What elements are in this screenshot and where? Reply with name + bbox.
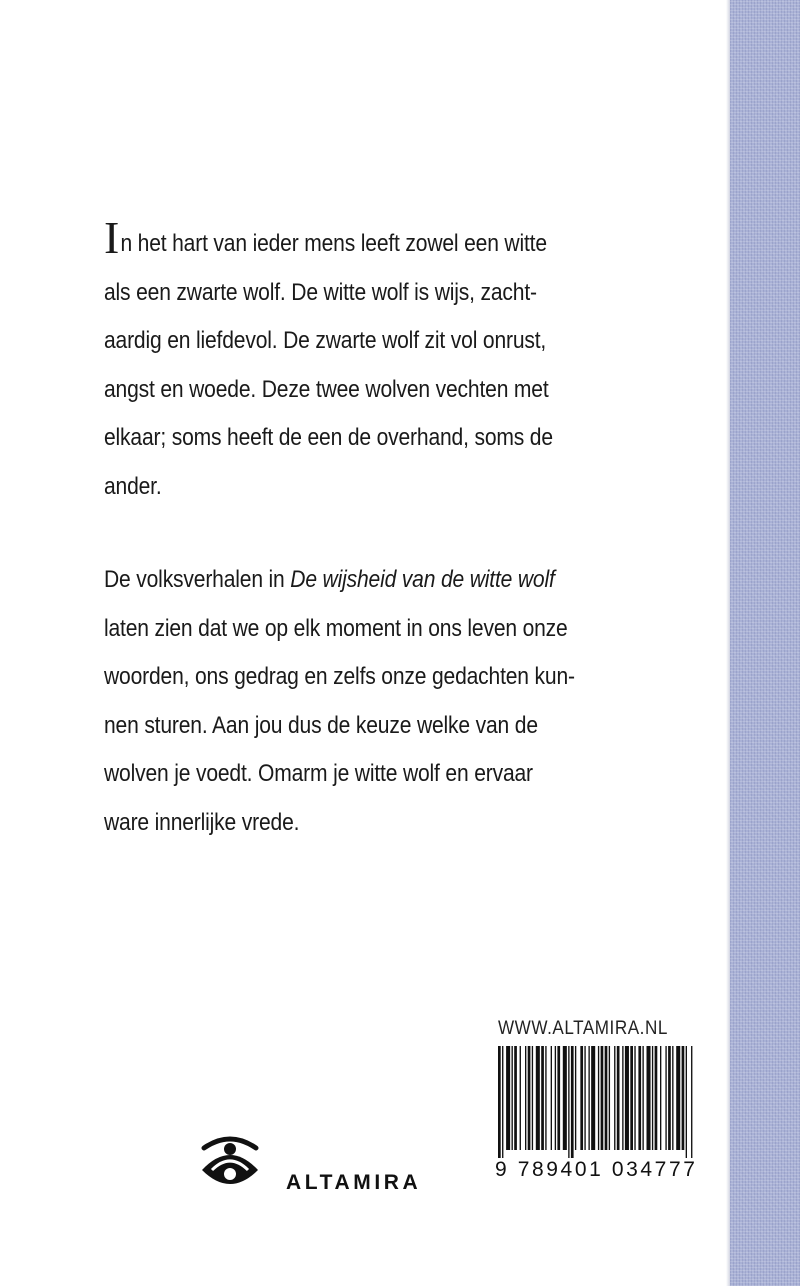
blurb-line: ware innerlijke vrede.: [104, 808, 300, 836]
barcode-bar: [634, 1046, 635, 1150]
barcode-bar: [609, 1046, 610, 1150]
barcode-bar: [532, 1046, 533, 1150]
publisher-name: ALTAMIRA: [286, 1171, 422, 1194]
blurb-line: wolven je voedt. Omarm je witte wolf en ervaar: [104, 760, 533, 787]
barcode-bar: [568, 1046, 569, 1158]
barcode-bar: [686, 1046, 687, 1158]
barcode-bar: [605, 1046, 608, 1150]
barcode-bar: [676, 1046, 680, 1150]
blurb-line: aardig en liefdevol. De zwarte wolf zit vol onrust,: [104, 327, 547, 354]
blurb-line: nen sturen. Aan jou dus de keuze welke van de: [104, 711, 538, 739]
barcode-bar: [660, 1046, 661, 1150]
barcode-bar: [614, 1046, 615, 1150]
blurb-paragraph-2: [104, 556, 573, 847]
barcode-bar: [668, 1046, 671, 1150]
barcode-bar: [630, 1046, 633, 1150]
barcode-bar: [520, 1046, 521, 1150]
book-title-italic: De wijsheid van de witte wolf: [290, 566, 555, 593]
barcode-bar: [691, 1046, 692, 1158]
barcode-bar: [655, 1046, 658, 1150]
barcode-bar: [598, 1046, 599, 1150]
barcode-bar: [588, 1046, 589, 1150]
blurb-line: elkaar; soms heeft de een de overhand, soms de: [104, 424, 553, 451]
barcode-bar: [601, 1046, 604, 1150]
drop-cap: I: [104, 212, 120, 263]
blurb-line: [104, 556, 637, 605]
publisher-url[interactable]: WWW.ALTAMIRA.NL: [498, 1018, 668, 1039]
blurb-line-text: De volksverhalen in: [104, 566, 291, 593]
barcode-bar: [563, 1046, 567, 1150]
blurb-line-text: n het hart van ieder mens leeft zowel een witte: [120, 230, 547, 257]
blurb-paragraph-1: [104, 212, 573, 511]
barcode-bar: [545, 1046, 546, 1150]
barcode-bar: [617, 1046, 620, 1150]
barcode-bar: [502, 1046, 503, 1158]
barcode-bar: [652, 1046, 653, 1150]
barcode-bar: [498, 1046, 501, 1158]
barcode-bar: [672, 1046, 673, 1150]
barcode-bar: [682, 1046, 685, 1150]
blurb-line: laten zien dat we op elk moment in ons leven onze: [104, 614, 568, 642]
barcode-bar: [536, 1046, 540, 1150]
barcode-bar: [622, 1046, 623, 1150]
book-spine-cloth: [730, 0, 800, 1286]
barcode-bar: [647, 1046, 651, 1150]
barcode-bar: [514, 1046, 517, 1150]
barcode-bar: [557, 1046, 560, 1150]
barcode-bar: [555, 1046, 556, 1150]
barcode-bar: [584, 1046, 585, 1150]
barcode-bar: [642, 1046, 643, 1150]
blurb-line: woorden, ons gedrag en zelfs onze gedachten kun-: [104, 663, 575, 690]
barcode-bar: [541, 1046, 544, 1150]
barcode-bar: [580, 1046, 583, 1150]
barcode-bar: [575, 1046, 576, 1150]
barcode-bar: [551, 1046, 552, 1150]
barcode-bar: [528, 1046, 531, 1150]
blurb-line: [104, 212, 637, 269]
barcode-bar: [638, 1046, 641, 1150]
barcode-bar: [571, 1046, 574, 1158]
barcode-bar: [625, 1046, 629, 1150]
blurb-line: ander.: [104, 472, 162, 500]
eye-logo-icon: [198, 1128, 262, 1196]
barcode-bar: [506, 1046, 510, 1150]
barcode-bar: [525, 1046, 526, 1150]
barcode-bar: [512, 1046, 513, 1150]
spine-edge-shadow: [726, 0, 730, 1286]
barcode-bar: [591, 1046, 595, 1150]
blurb-line: als een zwarte wolf. De witte wolf is wijs, zacht-: [104, 278, 537, 306]
barcode-bars: [495, 1046, 696, 1158]
blurb-line: angst en woede. Deze twee wolven vechten met: [104, 375, 549, 403]
barcode-bar: [665, 1046, 666, 1150]
isbn-number: 9 789401 034777: [495, 1158, 698, 1181]
